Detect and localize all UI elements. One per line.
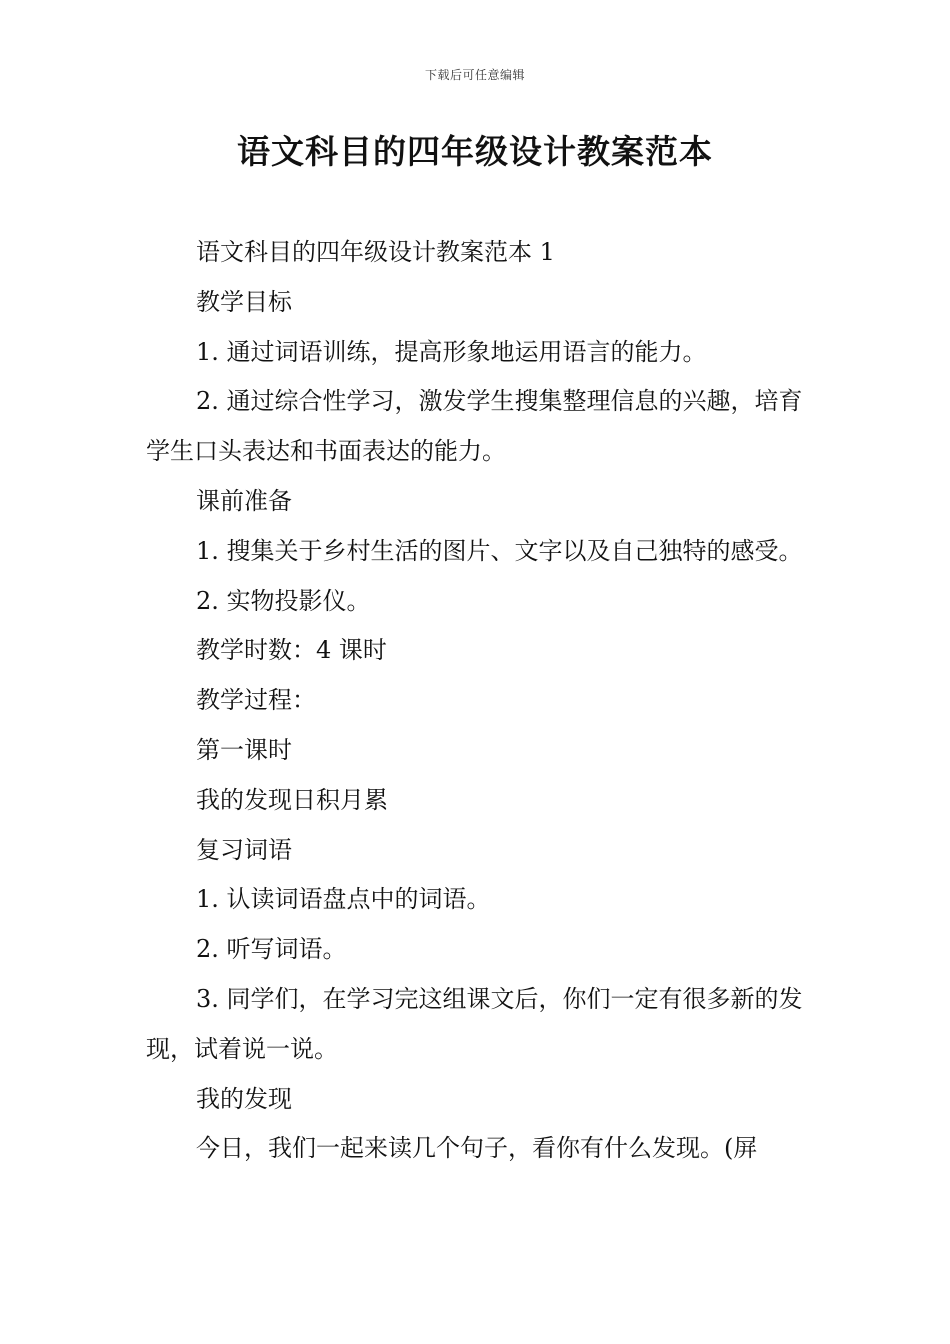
paragraph: 1. 认读词语盘点中的词语。 — [196, 885, 491, 914]
paragraph: 3. 同学们，在学习完这组课文后，你们一定有很多新的发现，试着说一说。 — [146, 984, 803, 1063]
paragraph: 我的发现日积月累 — [196, 785, 388, 814]
paragraph: 2. 通过综合性学习，激发学生搜集整理信息的兴趣，培育学生口头表达和书面表达的能力。 — [146, 387, 803, 466]
paragraph: 课前准备 — [196, 486, 292, 515]
header-note: 下载后可任意编辑 — [424, 68, 525, 82]
paragraph: 2. 实物投影仪。 — [196, 586, 371, 615]
paragraph: 我的发现 — [196, 1084, 292, 1113]
paragraph: 今日，我们一起来读几个句子，看你有什么发现。(屏 — [196, 1134, 758, 1163]
paragraph: 1. 通过词语训练，提高形象地运用语言的能力。 — [196, 337, 707, 366]
paragraph: 2. 听写词语。 — [196, 935, 347, 964]
paragraph: 语文科目的四年级设计教案范本 1 — [196, 238, 555, 266]
paragraph: 第一课时 — [196, 735, 292, 764]
document-title: 语文科目的四年级设计教案范本 — [237, 132, 713, 171]
paragraph: 教学过程： — [196, 686, 316, 715]
paragraph: 复习词语 — [196, 835, 292, 864]
document-body — [146, 228, 808, 1174]
paragraph: 教学目标 — [196, 287, 292, 316]
paragraph: 1. 搜集关于乡村生活的图片、文字以及自己独特的感受。 — [196, 536, 803, 565]
paragraph: 教学时数：4 课时 — [196, 636, 387, 665]
